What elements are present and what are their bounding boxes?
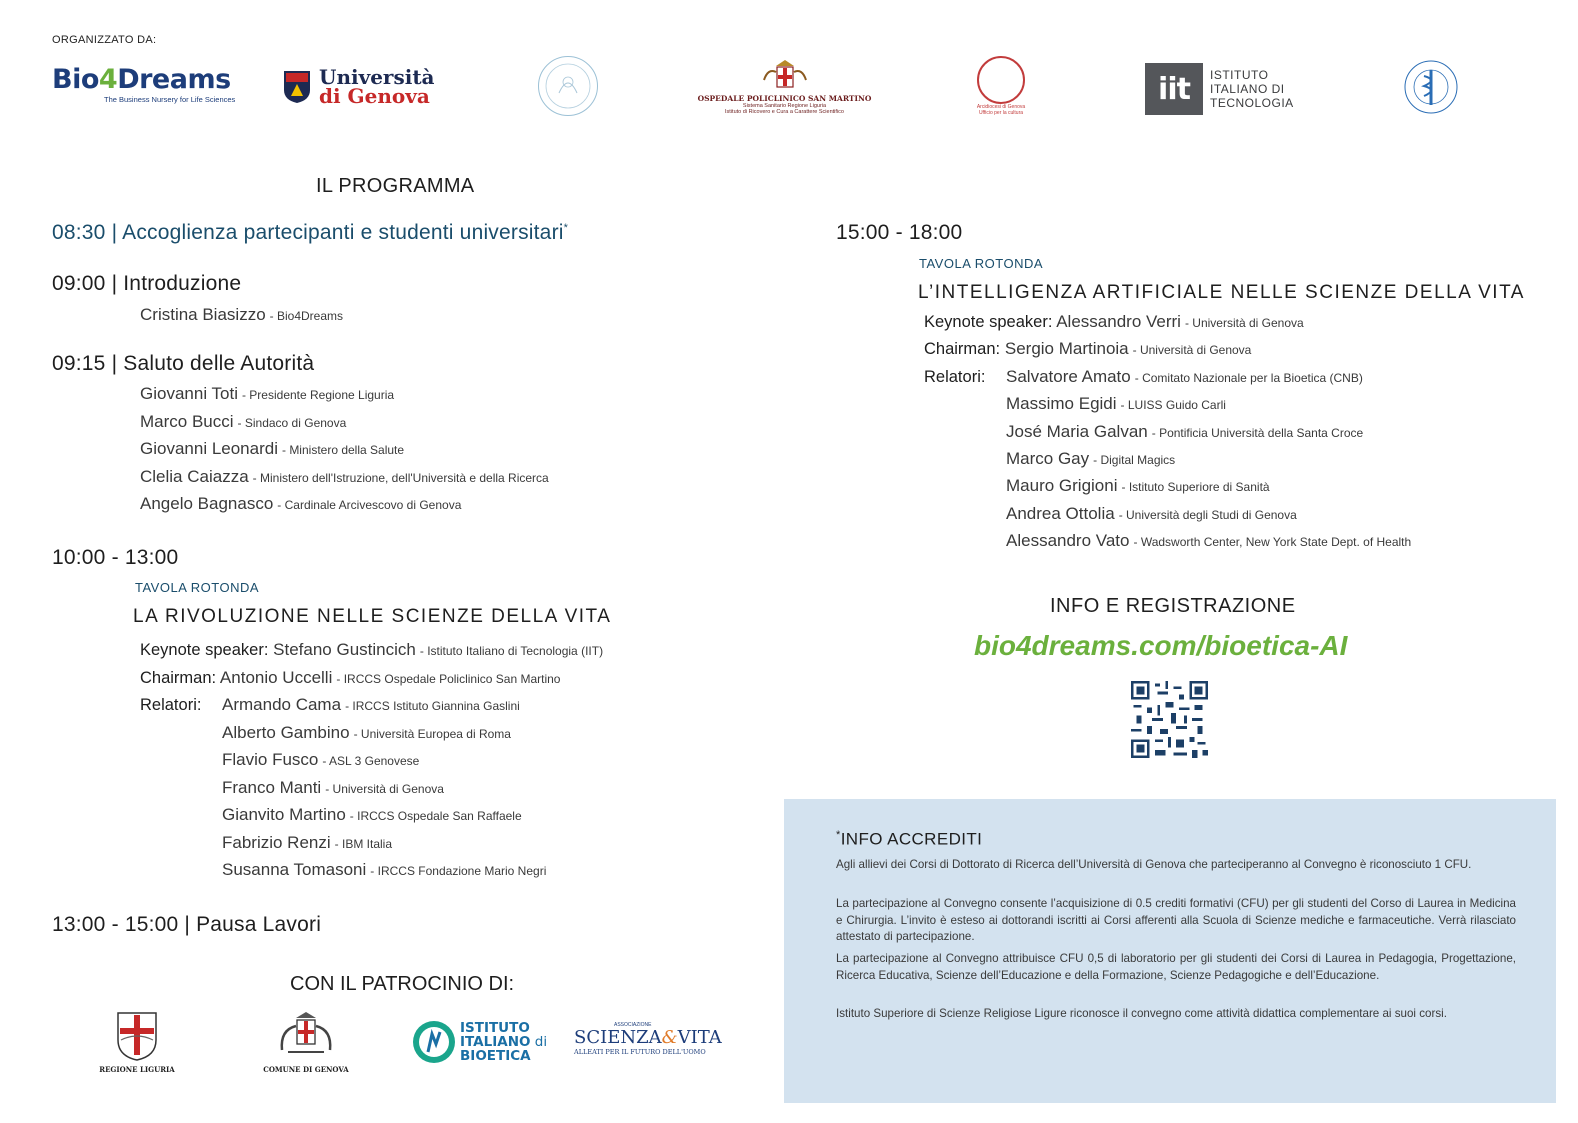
iss-seal-icon: [1400, 58, 1462, 116]
organized-by-label: ORGANIZZATO DA:: [52, 34, 157, 46]
speaker-item: [222, 750, 419, 770]
speaker-item: [1006, 394, 1226, 414]
istituto-superiore-sanita-logo: [1400, 58, 1462, 116]
speaker-name: Giovanni Toti: [140, 384, 238, 403]
speaker-role: - Presidente Regione Liguria: [241, 388, 395, 402]
speaker-name: Franco Manti: [222, 777, 322, 797]
speaker-name: Susanna Tomasoni: [222, 860, 367, 879]
afternoon-chairman: Chairman: Sergio Martinoia - Università di Genova: [924, 339, 1252, 358]
speaker-item: [222, 860, 546, 880]
comune-genova-logo: COMUNE DI GENOVA: [256, 1010, 356, 1074]
speaker-role: - Digital Magics: [1093, 452, 1176, 467]
regione-liguria-logo: REGIONE LIGURIA: [100, 1010, 174, 1074]
speaker-role: - Comitato Nazionale per la Bioetica (CNB): [1134, 371, 1363, 385]
speaker-item: [1006, 422, 1363, 442]
intro-speaker: Cristina Biasizzo - Bio4Dreams: [140, 305, 344, 324]
speaker-role: - Università degli Studi di Genova: [1118, 507, 1297, 522]
hospital-crest-icon: [758, 58, 812, 94]
speaker-role: - Ministero della Salute: [281, 443, 405, 457]
speaker-role: - Pontificia Università della Santa Croce: [1151, 425, 1364, 440]
credits-paragraph: La partecipazione al Convegno consente l’acquisizione di 0.5 crediti formativi (CFU) per gli studenti del Corso di Laurea in Medicina e Chirurgia. L’invito è esteso ai dottorandi iscritti ai Corsi afferenti alla Scuola di Scienze mediche e farmaceutiche. Verrà rilasciato attestato di partecipazione.: [836, 897, 1516, 943]
speaker-role: - IRCCS Ospedale San Raffaele: [349, 809, 522, 823]
curia-seal-icon: [977, 56, 1025, 104]
morning-session-subtitle: TAVOLA ROTONDA: [135, 580, 260, 595]
speaker-role: - LUISS Guido Carli: [1120, 398, 1226, 413]
speaker-role: - Ministero dell'Istruzione, dell'Università e della Ricerca: [252, 470, 549, 485]
speaker-item: [1006, 531, 1411, 551]
speaker-role: - Università di Genova: [325, 781, 444, 796]
speaker-name: Gianvito Martino: [222, 805, 346, 824]
unige-shield-icon: [283, 70, 311, 104]
arcidiocesi-genova-logo: Arcidiocesi di Genova Ufficio per la cultura: [975, 56, 1027, 116]
speaker-name: Flavio Fusco: [222, 750, 319, 769]
speaker-name: Massimo Egidi: [1006, 394, 1117, 414]
welcome-row: 08:30 | Accoglienza partecipanti e studenti universitari*: [52, 221, 569, 244]
speaker-name: Clelia Caiazza: [140, 466, 249, 486]
speaker-name: Armando Cama: [222, 695, 342, 714]
speaker-role: - Istituto Superiore di Sanità: [1121, 480, 1270, 495]
speaker-item: [222, 805, 522, 825]
afternoon-session-title: L’INTELLIGENZA ARTIFICIALE NELLE SCIENZE DELLA VITA: [918, 282, 1525, 303]
emblem-seal-logo: [538, 56, 598, 116]
speaker-name: Fabrizio Renzi: [222, 832, 331, 852]
morning-session-title: LA RIVOLUZIONE NELLE SCIENZE DELLA VITA: [133, 606, 612, 627]
program-title: IL PROGRAMMA: [316, 175, 475, 197]
info-registration-title: INFO E REGISTRAZIONE: [1050, 595, 1296, 617]
speaker-name: José Maria Galvan: [1006, 421, 1148, 441]
istituto-italiano-bioetica-logo: ISTITUTO ITALIANO di BIOETICA: [412, 1020, 547, 1064]
speaker-role: - Sindaco di Genova: [237, 415, 347, 430]
unige-logo: Università di Genova: [283, 68, 435, 106]
speaker-item: [140, 439, 404, 459]
speaker-name: Giovanni Leonardi: [140, 439, 278, 458]
speaker-item: [140, 494, 461, 514]
speaker-role: - Wadsworth Center, New York State Dept. of Health: [1133, 534, 1412, 549]
qr-code-icon[interactable]: [1131, 681, 1208, 758]
credits-paragraph: Istituto Superiore di Scienze Religiose Ligure riconosce il convegno come attività didattica complementare ai suoi corsi.: [836, 1007, 1447, 1020]
morning-speakers-label: Relatori:: [140, 696, 202, 714]
registration-link[interactable]: bio4dreams.com/bioetica-AI: [974, 630, 1348, 661]
bioetica-emblem-icon: [412, 1020, 456, 1064]
morning-session-time: 10:00 - 13:00: [52, 546, 179, 569]
speaker-item: [222, 723, 511, 743]
speaker-role: - IRCCS Fondazione Mario Negri: [370, 864, 547, 878]
speaker-role: - Cardinale Arcivescovo di Genova: [277, 498, 462, 512]
afternoon-session-subtitle: TAVOLA ROTONDA: [919, 256, 1044, 271]
speaker-name: Marco Gay: [1006, 448, 1090, 468]
speaker-item: [222, 778, 444, 798]
san-martino-hospital-logo: OSPEDALE POLICLINICO SAN MARTINO Sistema Sanitario Regione Liguria Istituto di Ricovero e Cura a Carattere Scientifico: [712, 58, 857, 115]
bio4dreams-logo: Bio4Dreams The Business Nursery for Life Sciences: [52, 64, 236, 104]
afternoon-session-time: 15:00 - 18:00: [836, 221, 963, 244]
speaker-name: Angelo Bagnasco: [140, 494, 274, 513]
intro-row: 09:00 | Introduzione: [52, 272, 242, 295]
speaker-role: - IBM Italia: [334, 836, 393, 851]
scienza-vita-logo: ASSOCIAZIONE SCIENZA&VITA ALLEATI PER IL FUTURO DELL'UOMO: [574, 1022, 722, 1056]
speaker-name: Alberto Gambino: [222, 722, 350, 742]
speaker-role: - ASL 3 Genovese: [322, 754, 420, 768]
afternoon-keynote: Keynote speaker: Alessandro Verri - Università di Genova: [924, 312, 1304, 331]
speaker-name: Marco Bucci: [140, 411, 234, 431]
afternoon-speakers-label: Relatori:: [924, 368, 986, 386]
iit-logo: iit ISTITUTO ITALIANO DI TECNOLOGIA: [1145, 63, 1294, 115]
speaker-item: [1006, 504, 1297, 524]
credits-title: *INFO ACCREDITI: [836, 829, 983, 849]
speaker-role: - Università Europea di Roma: [353, 726, 511, 741]
speaker-item: [1006, 449, 1175, 469]
greetings-row: 09:15 | Saluto delle Autorità: [52, 352, 315, 375]
speaker-item: [140, 467, 549, 487]
patronage-title: CON IL PATROCINIO DI:: [290, 973, 515, 995]
speaker-role: - IRCCS Istituto Giannina Gaslini: [345, 699, 520, 713]
morning-chairman: Chairman: Antonio Uccelli - IRCCS Ospedale Policlinico San Martino: [140, 668, 561, 687]
morning-keynote: Keynote speaker: Stefano Gustincich - Istituto Italiano di Tecnologia (IIT): [140, 640, 604, 659]
speaker-item: [222, 695, 520, 715]
speaker-item: [222, 833, 392, 853]
credits-paragraph: La partecipazione al Convegno attribuisce CFU 0,5 di laboratorio per gli studenti dei Corsi di Laurea in Pedagogia, Progettazione, Ricerca Educativa, Scienze dell’Educazione e della Formazione, Scienze Pedagogiche e dell’Educazione.: [836, 952, 1516, 982]
speaker-name: Salvatore Amato: [1006, 367, 1131, 386]
speaker-name: Andrea Ottolia: [1006, 503, 1115, 523]
comune-genova-crest-icon: [274, 1010, 338, 1062]
speaker-name: Mauro Grigioni: [1006, 476, 1118, 496]
credits-paragraph: Agli allievi dei Corsi di Dottorato di Ricerca dell’Università di Genova che parteciperanno al Convegno è riconosciuto 1 CFU.: [836, 858, 1472, 871]
speaker-item: [1006, 476, 1270, 496]
regione-liguria-shield-icon: [115, 1010, 159, 1062]
speaker-item: [1006, 367, 1363, 387]
speaker-item: [140, 384, 394, 404]
credits-info-box: [784, 799, 1556, 1103]
speaker-name: Alessandro Vato: [1006, 530, 1130, 550]
break-row: 13:00 - 15:00 | Pausa Lavori: [52, 913, 322, 936]
speaker-item: [140, 412, 346, 432]
